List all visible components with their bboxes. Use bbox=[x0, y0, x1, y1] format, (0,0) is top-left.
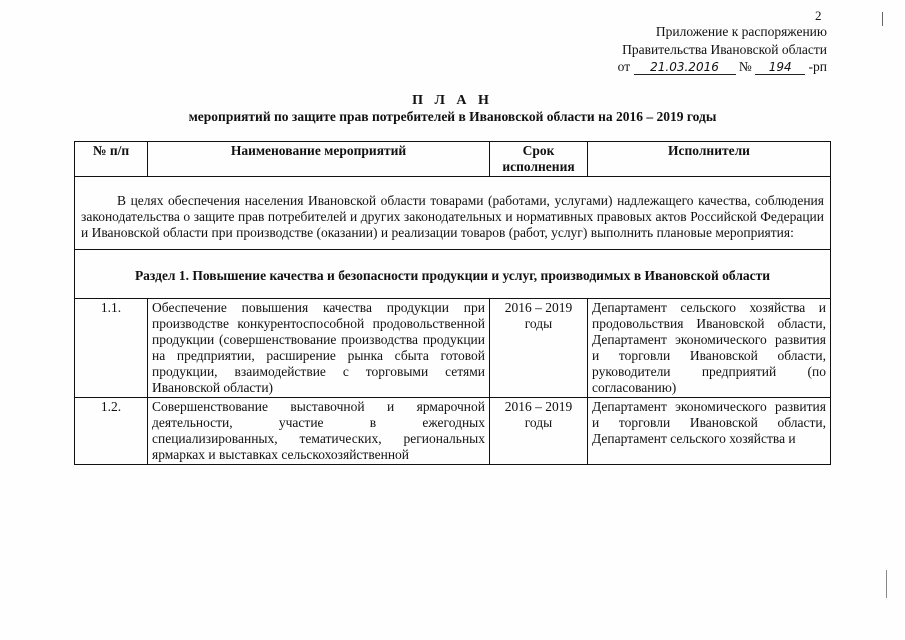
section-heading: Раздел 1. Повышение качества и безопасности продукции и услуг, производимых в Ивановской области bbox=[75, 250, 831, 299]
row-executors: Департамент экономического развития и торговли Ивановской области, Департамент сельского хозяйства и bbox=[588, 398, 831, 465]
table-row bbox=[75, 299, 831, 398]
intro-row bbox=[75, 177, 831, 250]
row-number: 1.2. bbox=[75, 398, 148, 465]
scan-artifact-mark bbox=[882, 12, 883, 26]
number-label: № bbox=[738, 59, 752, 74]
row-term: 2016 – 2019 годы bbox=[490, 299, 588, 398]
document-title: П Л А Н bbox=[412, 93, 493, 108]
header-executors: Исполнители bbox=[588, 142, 831, 177]
header-term: Срок исполнения bbox=[490, 142, 588, 177]
row-activity: Совершенствование выставочной и ярмарочной деятельности, участие в ежегодных специализированных, тематических, региональных ярмарках и выставках сельскохозяйственной bbox=[148, 398, 490, 465]
plan-table bbox=[74, 141, 831, 465]
appendix-line-1: Приложение к распоряжению bbox=[655, 24, 827, 39]
scan-artifact-mark bbox=[886, 570, 887, 598]
row-term: 2016 – 2019 годы bbox=[490, 398, 588, 465]
page-number: 2 bbox=[815, 8, 822, 23]
table-row bbox=[75, 398, 831, 465]
from-label: от bbox=[617, 59, 631, 74]
row-executors: Департамент сельского хозяйства и продовольствия Ивановской области, Департамент экономического развития и торговли Ивановской области, руководители предприятий (по согласованию) bbox=[588, 299, 831, 398]
appendix-line-2: Правительства Ивановской области bbox=[622, 42, 827, 57]
row-activity: Обеспечение повышения качества продукции при производстве конкурентоспособной продовольственной продукции (совершенствование производства продукции на предприятии, расширение рынка сбыта готовой продукции, взаимодействие с торговыми сетями Ивановской области) bbox=[148, 299, 490, 398]
header-name: Наименование мероприятий bbox=[148, 142, 490, 177]
order-suffix: -рп bbox=[808, 59, 827, 74]
section-row bbox=[75, 250, 831, 299]
intro-cell bbox=[75, 177, 831, 250]
intro-text: В целях обеспечения населения Ивановской области товарами (работами, услугами) надлежащего качества, соблюдения законодательства о защите прав потребителей и других законодательных и нормативных правовых актов Российской Федерации и Ивановской области при производстве (оказании) и реализации товаров (работ, услуг) выполнить плановые мероприятия: bbox=[81, 193, 824, 240]
row-number: 1.1. bbox=[75, 299, 148, 398]
header-num: № п/п bbox=[75, 142, 148, 177]
order-number: 194 bbox=[755, 61, 805, 75]
order-date: 21.03.2016 bbox=[634, 61, 736, 75]
document-subtitle: мероприятий по защите прав потребителей в Ивановской области на 2016 – 2019 годы bbox=[188, 109, 717, 124]
table-header-row bbox=[75, 142, 831, 177]
appendix-order-line bbox=[618, 59, 827, 75]
